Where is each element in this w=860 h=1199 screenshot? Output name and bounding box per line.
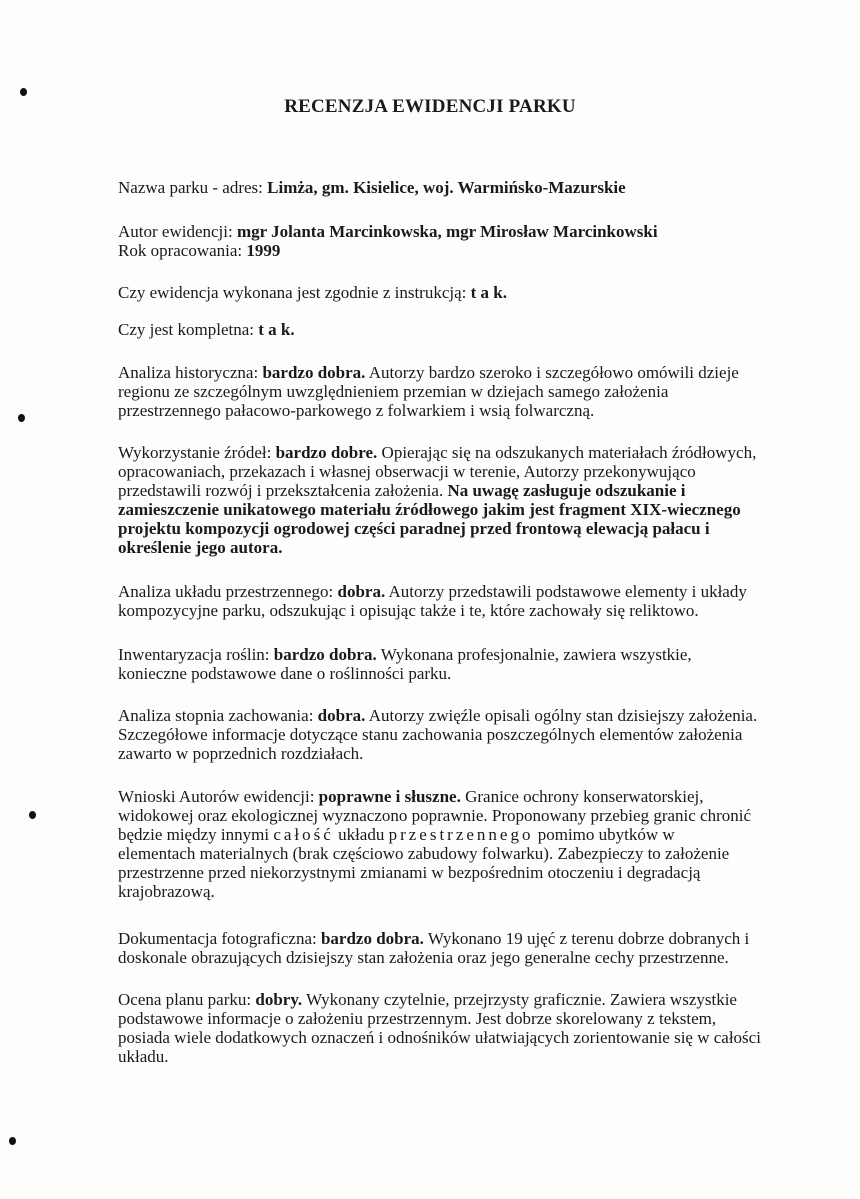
plant-inventory-section: Inwentaryzacja roślin: bardzo dobra. Wykonana profesjonalnie, zawiera wszystkie, konieczne podstawowe dane o roślinności parku. [118, 645, 692, 683]
completeness-label: Czy jest kompletna: [118, 320, 254, 339]
binder-hole-mark [20, 88, 27, 96]
photo-documentation-section: Dokumentacja fotograficzna: bardzo dobra. Wykonano 19 ujęć z terenu dobrze dobranych i doskonale obrazujących dzisiejszy stan założenia oraz jego generalne cechy przestrzenne. [118, 929, 750, 967]
author-field [118, 222, 778, 260]
completeness-field [118, 320, 778, 339]
year-value: 1999 [246, 241, 281, 260]
historical-grade: bardzo dobra. [262, 363, 366, 382]
completeness-value: t a k. [258, 320, 295, 339]
spatial-analysis-section: Analiza układu przestrzennego: dobra. Autorzy przedstawili podstawowe elementy i układy kompozycyjne parku, odszukując i opisując także i te, które zachowały się reliktowo. [118, 582, 747, 620]
instruction-value: t a k. [470, 283, 508, 302]
sources-grade: bardzo dobre. [275, 443, 378, 462]
plan-grade: dobry. [255, 990, 303, 1009]
year-label: Rok opracowania: [118, 241, 243, 260]
document-title: RECENZJA EWIDENCJI PARKU [284, 96, 576, 117]
author-value: mgr Jolanta Marcinkowska, mgr Mirosław Marcinkowski [236, 222, 658, 241]
park-name-label: Nazwa parku - adres: [118, 178, 263, 197]
binder-hole-mark [9, 1137, 16, 1145]
instruction-field [118, 283, 778, 302]
conclusions-section: Wnioski Autorów ewidencji: poprawne i słuszne. Granice ochrony konserwatorskiej, widokowej oraz ekologicznej wyznaczono poprawnie. Proponowany przebieg granic chronić będzie między innymi całość układu przestrzennego pomimo ubytków w elementach materialnych (brak częściowo zabudowy folwarku). Zabezpieczy to założenie przestrzenne przed niekorzystnymi zmianami w bezpośrednim otoczeniu i degradacją krajobrazową. [118, 787, 752, 901]
park-plan-section: Ocena planu parku: dobry. Wykonany czytelnie, przejrzysty graficznie. Zawiera wszystkie podstawowe informacje o założeniu przestrzennym. Jest dobrze skorelowany z tekstem, posiada wiele dodatkowych oznaczeń i odnośników ułatwiających zorientowanie się w całości układu. [118, 990, 761, 1066]
author-label: Autor ewidencji: [118, 222, 233, 241]
binder-hole-mark [29, 811, 36, 819]
photo-grade: bardzo dobra. [320, 929, 424, 948]
plants-grade: bardzo dobra. [273, 645, 377, 664]
spatial-grade: dobra. [337, 582, 386, 601]
park-name-value: Limża, gm. Kisielice, woj. Warmińsko-Mazurskie [267, 178, 626, 197]
preservation-grade: dobra. [317, 706, 366, 725]
preservation-section: Analiza stopnia zachowania: dobra. Autorzy zwięźle opisali ogólny stan dzisiejszy założenia. Szczegółowe informacje dotyczące stanu zachowania poszczególnych elementów założenia zawarto w poprzednich rozdziałach. [118, 706, 758, 763]
instruction-label: Czy ewidencja wykonana jest zgodnie z instrukcją: [118, 283, 467, 302]
park-name-field [118, 178, 778, 197]
sources-section: Wykorzystanie źródeł: bardzo dobre. Opierając się na odszukanych materiałach źródłowych, opracowaniach, przekazach i własnej obserwacji w terenie, Autorzy przekonywująco przedstawili rozwój i przekształcenia założenia. Na uwagę zasługuje odszukanie i zamieszczenie unikatowego materiału źródłowego jakim jest fragment XIX-wiecznego projektu kompozycji ogrodowej części paradnej przed frontową elewacją pałacu i określenie jego autora. [118, 443, 757, 557]
conclusions-grade: poprawne i słuszne. [318, 787, 461, 806]
historical-analysis-section: Analiza historyczna: bardzo dobra. Autorzy bardzo szeroko i szczegółowo omówili dzieje regionu ze szczególnym uwzględnieniem przemian w dziejach samego założenia przestrzennego pałacowo-parkowego z folwarkiem i wsią folwarczną. [118, 363, 739, 420]
binder-hole-mark [18, 414, 25, 422]
